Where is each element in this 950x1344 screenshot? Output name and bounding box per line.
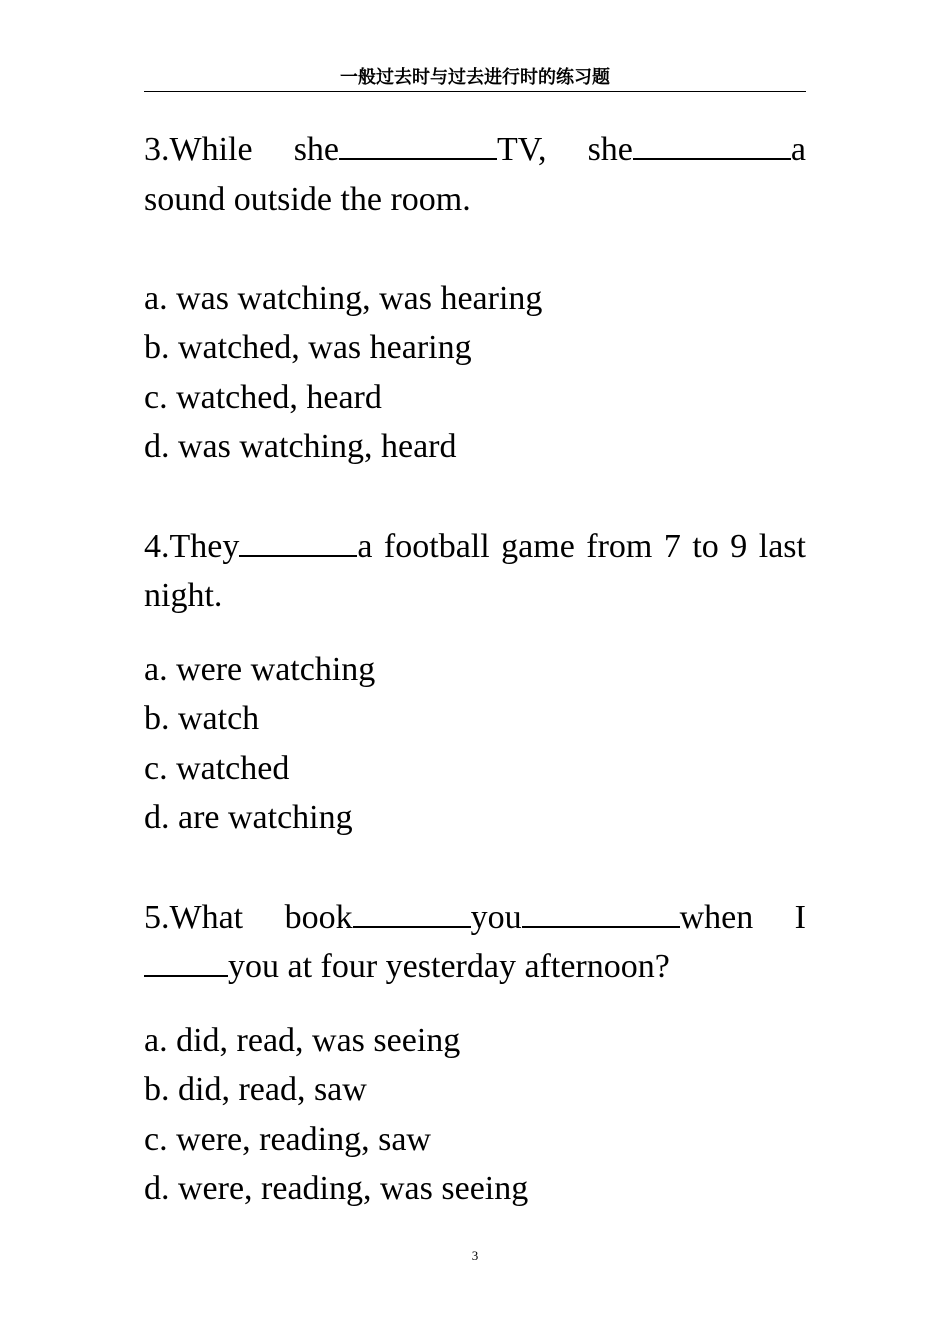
question-3 xyxy=(144,125,806,224)
options-list xyxy=(144,645,806,843)
option-item: a. did, read, was seeing xyxy=(144,1021,461,1059)
question-text: a sound outside the room. xyxy=(144,131,806,218)
options-list xyxy=(144,274,806,472)
answer-blank xyxy=(239,525,357,557)
question-text: 4.They xyxy=(144,527,240,565)
question-text: when I xyxy=(679,898,806,936)
question-text: 5.What book xyxy=(144,898,353,936)
options-list xyxy=(144,1016,806,1214)
option-item: c. watched xyxy=(144,749,290,787)
option-item: b. watch xyxy=(144,700,260,737)
option-item: a. were watching xyxy=(144,650,376,688)
option-item: d. was watching, heard xyxy=(144,428,457,465)
option-item: a. was watching, was hearing xyxy=(144,279,543,317)
option-item: c. were, reading, saw xyxy=(144,1120,431,1158)
page-header xyxy=(144,64,806,92)
answer-blank xyxy=(633,128,791,160)
answer-blank xyxy=(144,945,228,977)
question-5 xyxy=(144,893,806,992)
answer-blank xyxy=(339,128,497,160)
question-text: you xyxy=(470,898,522,936)
option-item: d. were, reading, was seeing xyxy=(144,1170,529,1207)
question-text: you at four yesterday afternoon? xyxy=(228,948,670,985)
question-text: TV, she xyxy=(497,131,633,168)
question-text: 3.While she xyxy=(144,131,340,168)
page-footer xyxy=(0,1248,950,1264)
answer-blank xyxy=(353,896,471,928)
header-title: 一般过去时与过去进行时的练习题 xyxy=(340,67,610,88)
document-body xyxy=(144,125,806,1214)
option-item: b. did, read, saw xyxy=(144,1071,367,1108)
option-item: b. watched, was hearing xyxy=(144,329,472,366)
question-text: a football game from 7 to 9 last night. xyxy=(144,527,806,614)
page-number: 3 xyxy=(471,1248,479,1263)
option-item: c. watched, heard xyxy=(144,378,382,416)
option-item: d. are watching xyxy=(144,799,353,836)
question-4 xyxy=(144,522,806,621)
answer-blank xyxy=(522,896,680,928)
